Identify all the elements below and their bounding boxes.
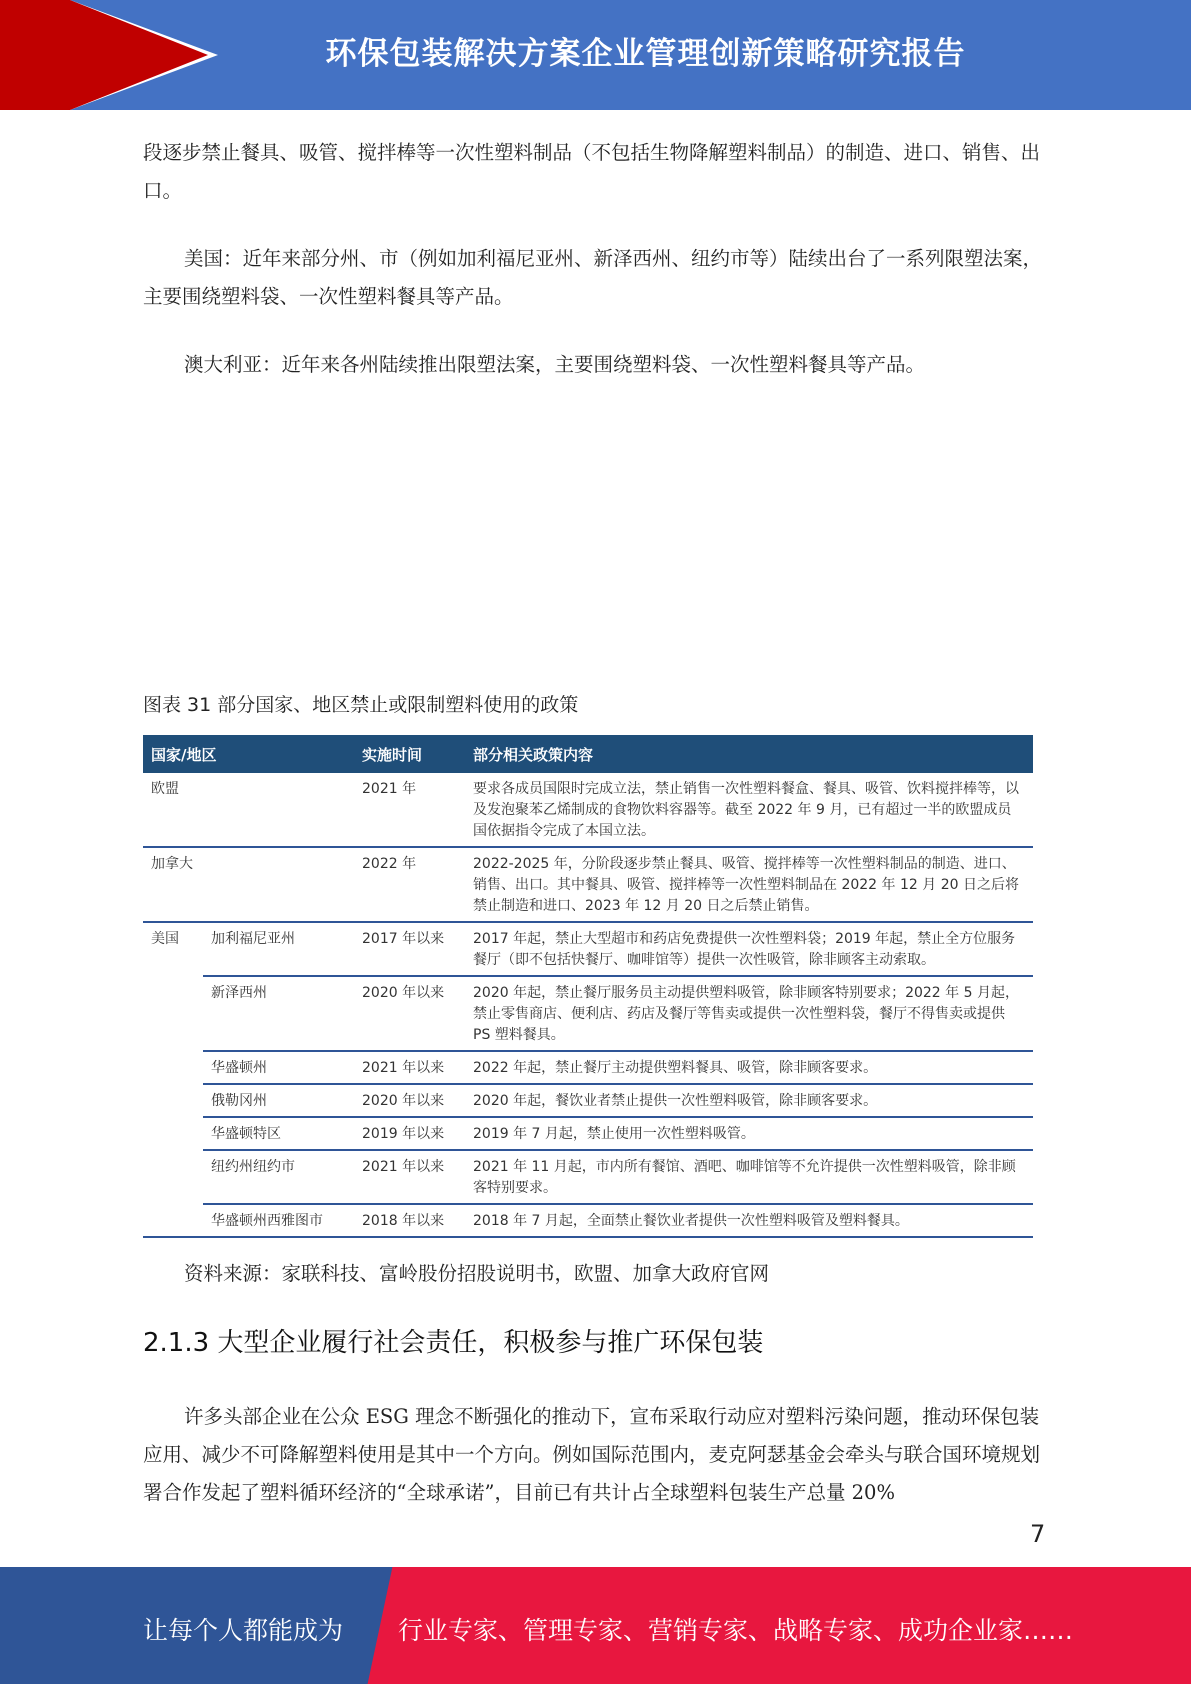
- content-cell: 要求各成员国限时完成立法，禁止销售一次性塑料餐盒、餐具、吸管、饮料搅拌棒等，以及发泡聚苯乙烯制成的食物饮料容器等。截至 2022 年 9 月，已有超过一半的欧盟成员国依据指令完成了本国立法。: [465, 773, 1033, 847]
- content-cell: 2021 年 11 月起，市内所有餐馆、酒吧、咖啡馆等不允许提供一次性塑料吸管，除非顾客特别要求。: [465, 1150, 1033, 1204]
- footer-slogan-right: 行业专家、管理专家、营销专家、战略专家、成功企业家……: [398, 1616, 1074, 1645]
- time-cell: 2019 年以来: [354, 1117, 465, 1150]
- page-footer: [0, 1567, 1191, 1684]
- subregion-cell: 华盛顿特区: [203, 1117, 354, 1150]
- header-region: 国家/地区: [143, 735, 354, 773]
- subregion-cell: 华盛顿州: [203, 1051, 354, 1084]
- table-row: [143, 1150, 1033, 1204]
- header-time: 实施时间: [354, 735, 465, 773]
- content-cell: 2020 年起，餐饮业者禁止提供一次性塑料吸管，除非顾客要求。: [465, 1084, 1033, 1117]
- header-content: 部分相关政策内容: [465, 735, 1033, 773]
- table-header-row: [143, 735, 1033, 773]
- content-cell: 2019 年 7 月起，禁止使用一次性塑料吸管。: [465, 1117, 1033, 1150]
- content-cell: 2018 年 7 月起，全面禁止餐饮业者提供一次性塑料吸管及塑料餐具。: [465, 1204, 1033, 1237]
- time-cell: 2021 年以来: [354, 1051, 465, 1084]
- content-cell: 2020 年起，禁止餐厅服务员主动提供塑料吸管，除非顾客特别要求；2022 年 5 月起，禁止零售商店、便利店、药店及餐厅等售卖或提供一次性塑料袋，餐厅不得售卖或提供 PS 塑料餐具。: [465, 976, 1033, 1051]
- content-cell: 2022-2025 年，分阶段逐步禁止餐具、吸管、搅拌棒等一次性塑料制品的制造、进口、销售、出口。其中餐具、吸管、搅拌棒等一次性塑料制品在 2022 年 12 月 20 日之后将禁止制造和进口、2023 年 12 月 20 日之后禁止销售。: [465, 847, 1033, 922]
- body-paragraph: 许多头部企业在公众 ESG 理念不断强化的推动下，宣布采取行动应对塑料污染问题，推动环保包装应用、减少不可降解塑料使用是其中一个方向。例如国际范围内，麦克阿瑟基金会牵头与联合国环境规划署合作发起了塑料循环经济的“全球承诺”，目前已有共计占全球塑料包装生产总量 20%: [143, 1405, 1041, 1504]
- section-heading: 2.1.3 大型企业履行社会责任，积极参与推广环保包装: [143, 1328, 764, 1358]
- region-cell: 美国: [143, 922, 203, 1237]
- time-cell: 2021 年以来: [354, 1150, 465, 1204]
- time-cell: 2018 年以来: [354, 1204, 465, 1237]
- time-cell: 2020 年以来: [354, 976, 465, 1051]
- source-note: 资料来源：家联科技、富岭股份招股说明书，欧盟、加拿大政府官网: [184, 1262, 770, 1285]
- subregion-cell: 新泽西州: [203, 976, 354, 1051]
- time-cell: 2021 年: [354, 773, 465, 847]
- paragraph-australia: 澳大利亚：近年来各州陆续推出限塑法案，主要围绕塑料袋、一次性塑料餐具等产品。: [184, 353, 926, 376]
- table-row: [143, 773, 1033, 847]
- content-cell: 2017 年起，禁止大型超市和药店免费提供一次性塑料袋；2019 年起，禁止全方位服务餐厅（即不包括快餐厅、咖啡馆等）提供一次性吸管，除非顾客主动索取。: [465, 922, 1033, 976]
- time-cell: 2017 年以来: [354, 922, 465, 976]
- header-red-band: [0, 0, 70, 110]
- table-row: [143, 976, 1033, 1051]
- figure-caption: 图表 31 部分国家、地区禁止或限制塑料使用的政策: [143, 694, 579, 716]
- paragraph-usa: 美国：近年来部分州、市（例如加利福尼亚州、新泽西州、纽约市等）陆续出台了一系列限塑法案，主要围绕塑料袋、一次性塑料餐具等产品。: [143, 247, 1043, 308]
- footer-slogan-left: 让每个人都能成为: [143, 1616, 344, 1645]
- time-cell: 2022 年: [354, 847, 465, 922]
- subregion-cell: 加利福尼亚州: [203, 922, 354, 976]
- table-row: [143, 1084, 1033, 1117]
- policy-table: [143, 735, 1033, 1238]
- page-header: [0, 0, 1191, 110]
- paragraph-eu-continued: 段逐步禁止餐具、吸管、搅拌棒等一次性塑料制品（不包括生物降解塑料制品）的制造、进口、销售、出口。: [143, 141, 1041, 202]
- subregion-cell: 俄勒冈州: [203, 1084, 354, 1117]
- time-cell: 2020 年以来: [354, 1084, 465, 1117]
- table-row: [143, 1117, 1033, 1150]
- content-cell: 2022 年起，禁止餐厅主动提供塑料餐具、吸管，除非顾客要求。: [465, 1051, 1033, 1084]
- table-row: [143, 847, 1033, 922]
- report-title: 环保包装解决方案企业管理创新策略研究报告: [325, 36, 966, 72]
- region-cell: 加拿大: [143, 847, 354, 922]
- table-row: [143, 1051, 1033, 1084]
- region-cell: 欧盟: [143, 773, 354, 847]
- subregion-cell: 纽约州纽约市: [203, 1150, 354, 1204]
- subregion-cell: 华盛顿州西雅图市: [203, 1204, 354, 1237]
- table-row: [143, 922, 1033, 976]
- table-row: [143, 1204, 1033, 1237]
- page-number: 7: [1030, 1520, 1046, 1548]
